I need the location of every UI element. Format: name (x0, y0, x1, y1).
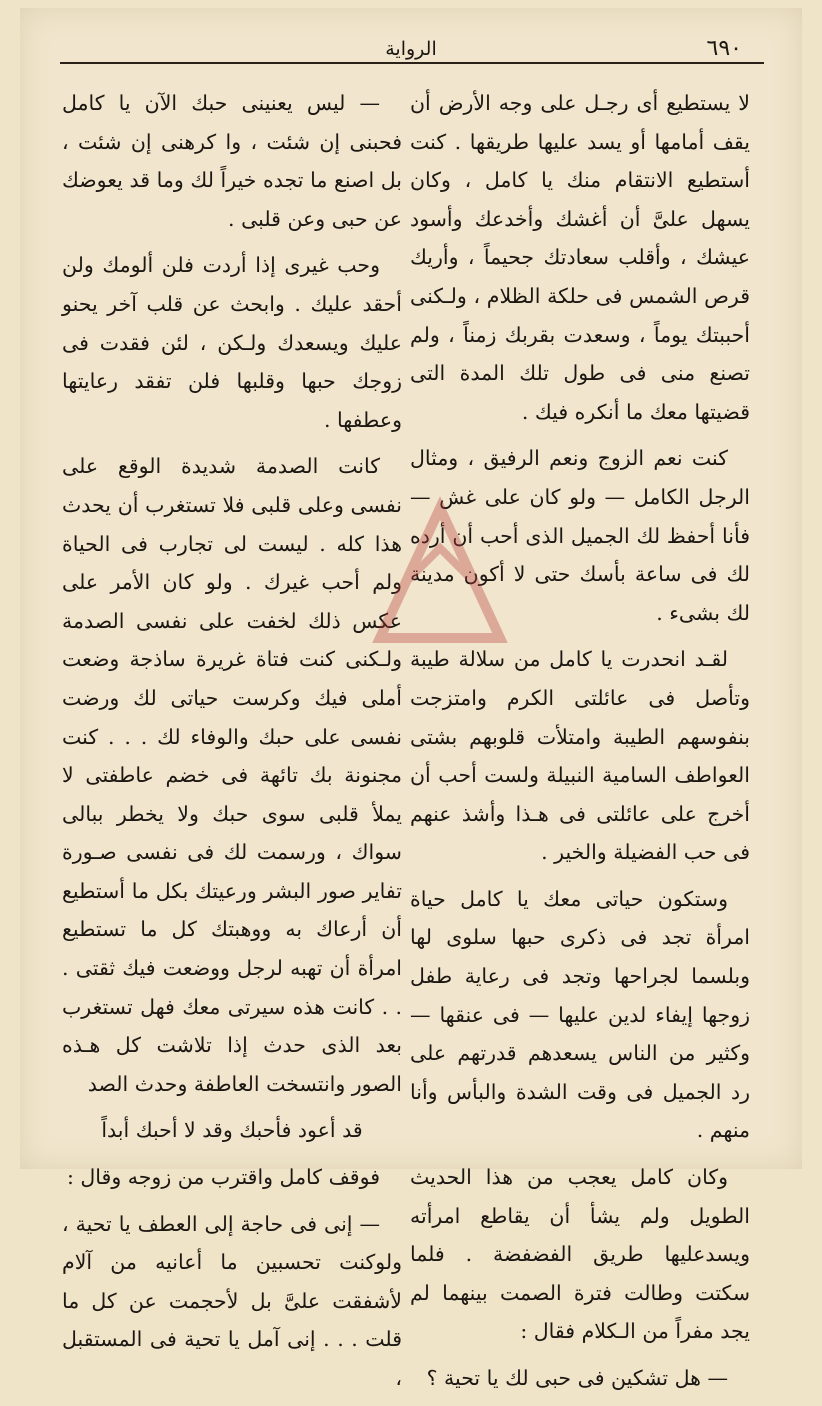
paragraph: وحب غيرى إذا أردت فلن ألومك ولن أحقد عليك . وابحث عن قلب آخر يحنو عليك ويسعدك ولـكن ، لئن فقدت فى زوجك حبها وقلبها فلن تفقد رعايتها وعطفها . (62, 253, 402, 432)
book-page (20, 8, 802, 1390)
paragraph: وستكون حياتى معك يا كامل حياة امرأة تجد فى ذكرى حبها سلوى لها وبلسما لجراحها وتجد فى رعاية طفل زوجها إيفاء لدين عليها — فى عنقها — وكثير من الناس يسعدهم قدرتهم على رد الجميل فى وقت الشدة والبأس وأنا منهم . (410, 886, 750, 1143)
paragraph: فوقف كامل واقترب من زوجه وقال : (66, 1165, 380, 1190)
page-header (60, 26, 762, 66)
paragraph: — ليس يعنينى حبك الآن يا كامل فحبنى إن شئت ، وا كرهنى إن شئت ، بل اصنع ما تجده خيراً لك وما قد يعوضك عن حبى وعن قلبى . (62, 91, 402, 231)
right-column (410, 84, 750, 1406)
paragraph: لا يستطيع أى رجـل على وجه الأرض أن يقف أمامها أو يسد عليها طريقها . كنت أستطيع الانتقام منك يا كامل ، وكان يسهل علىَّ أن أغشك وأخدعك وأسود عيشك ، وأقلب سعادتك جحيماً ، وأريك قرص الشمس فى حلكة الظلام ، ولـكنى أحببتك يوماً ، وسعدت بقربك زمناً ، ولم تصنع منى فى طول تلك المدة التى قضيتها معك ما أنكره فيك . (410, 91, 750, 424)
header-rule (60, 62, 764, 64)
left-column (62, 84, 402, 1406)
paragraph: لقـد انحدرت يا كامل من سلالة طيبة وتأصل فى عائلتى الكرم وامتزجت بنفوسهم الطيبة وامتلأت قلوبهم بشتى العواطف السامية النبيلة ولست أحب أن أخرج على عائلتى فى هـذا وأشذ عنهم فى حب الفضيلة والخير . (410, 647, 750, 865)
paragraph: — إنى فى حاجة إلى العطف يا تحية ، ولوكنت تحسبين ما أعانيه من آلام لأشفقت علىَّ بل لأحجمت عن كل ما قلت . . . إنى آمل يا تحية فى المستقبل ، (62, 1211, 402, 1390)
paragraph: قد أعود فأحبك وقد لا أحبك أبداً (101, 1118, 363, 1143)
paragraph: — هل تشكين فى حبى لك يا تحية ؟ (426, 1366, 728, 1390)
paragraph: كنت نعم الزوج ونعم الرفيق ، ومثال الرجل الكامل — ولو كان على غش — فأنا أحفظ لك الجميل الذى أحب أن أرده لك فى ساعة بأسك حتى لا أكون مدينة لك بشىء . (410, 446, 750, 625)
paragraph: وكان كامل يعجب من هذا الحديث الطويل ولم يشأ أن يقاطع امرأته ويسدعليها طريق الفضفضة . فلما سكتت وطالت فترة الصمت بينهما لم يجد مفراً من الـكلام فقال : (410, 1165, 750, 1344)
paragraph: كانت الصدمة شديدة الوقع على نفسى وعلى قلبى فلا تستغرب أن يحدث هذا كله . ليست لى تجارب فى الحياة ولم أحب غيرك . ولو كان الأمر على عكس ذلك لخفت على نفسى الصدمة ولـكنى كنت فتاة غريرة ساذجة وضعت أملى فيك وكرست حياتى لك ورضت نفسى على حبك والوفاء لك . . . كنت مجنونة بك تائهة فى خضم عاطفتى لا يملأ قلبى سوى حبك ولا يخطر ببالى سواك ، ورسمت لك فى نفسى صـورة تفاير صور البشر ورعيتك بكل ما أستطيع أن أرعاك به ووهبتك كل ما تستطيع امرأة أن تهبه لرجل ووضعت فيك ثقتى . . . كانت هذه سيرتى معك فهل تستغرب بعد الذى حدث إذا تلاشت كل هـذه الصور وانتسخت العاطفة وحدث الصد (62, 454, 402, 1096)
page-number: ٦٩٠ (706, 36, 742, 61)
running-title: الرواية (385, 38, 437, 60)
